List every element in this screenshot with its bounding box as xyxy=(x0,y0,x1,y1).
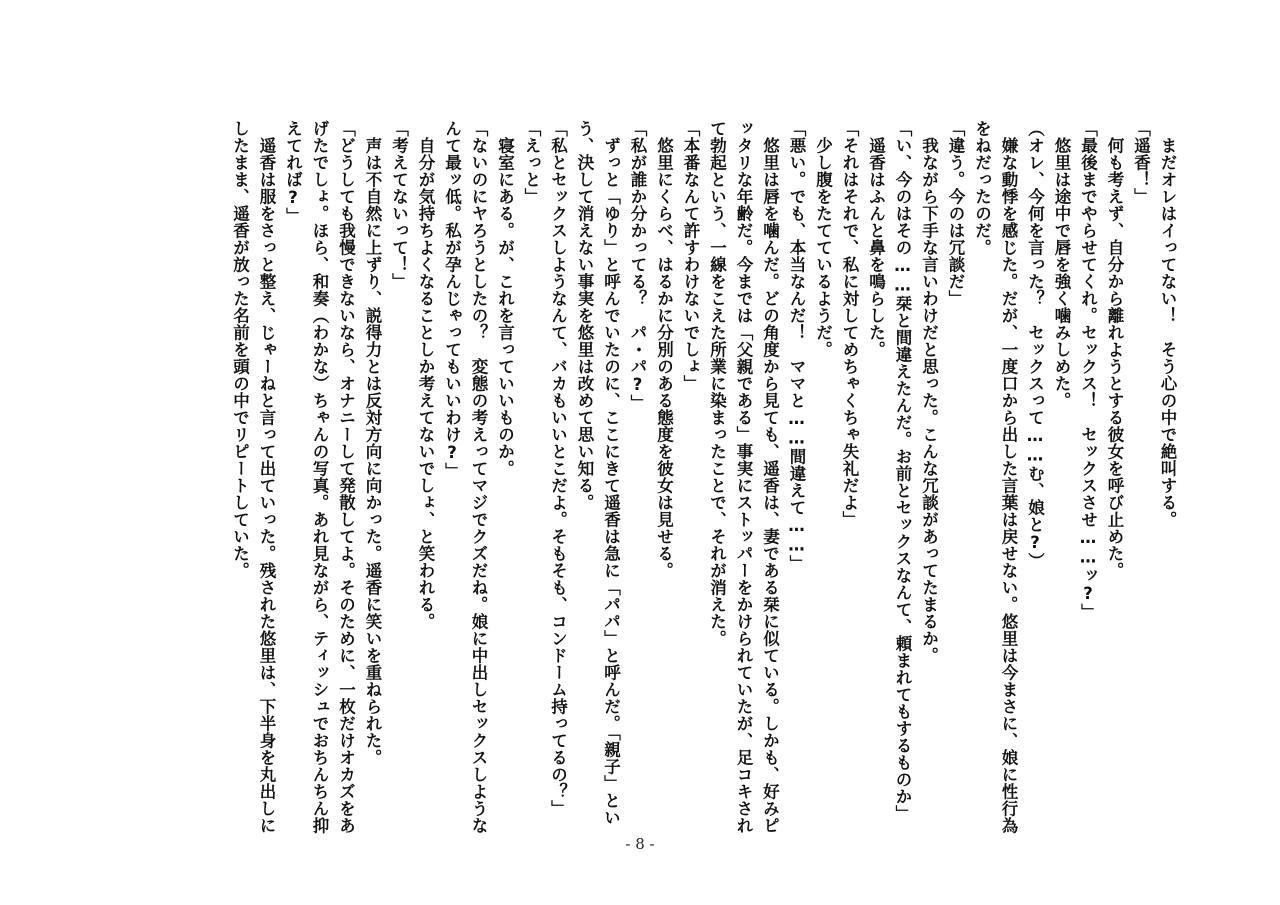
paragraph: 「悪い。でも、本当なんだ！ ママと……間違えて……」 xyxy=(787,120,806,572)
paragraph: 嫌な動悸を感じた。だが、一度口から出した言葉は戻せない。悠里は今まさに、娘に性行為をねだったのだ。 xyxy=(972,120,1018,834)
paragraph: 悠里は途中で唇を強く噛みしめた。 xyxy=(1052,120,1071,409)
paragraph: 「い、今のはその……栞と間違えたんだ。お前とセックスなんて、頼まれてもするものか」 xyxy=(893,120,912,822)
paragraph: 悠里にくらべ、はるかに分別のある態度を彼女は見せる。 xyxy=(654,120,674,579)
paragraph: （オレ、今何を言った？ セックスって……む、娘と?） xyxy=(1025,120,1045,570)
vertical-text-body xyxy=(100,120,1180,840)
page-number: - 8 - xyxy=(625,835,655,853)
paragraph: 少し腹をたてているようだ。 xyxy=(813,120,833,358)
paragraph: 悠里は唇を噛んだ。どの角度から見ても、遥香は、妻である栞に似ている。しかも、好みピッタリな年齢だ。今までは「父親である」事実にストッパーをかけられていたが、足コキされて勃起という、一線をこえた所業に染まったことで、それが消えた。 xyxy=(707,120,780,834)
paragraph: ずっと「ゆり」と呼んでいたのに、ここにきて遥香は急に「パパ」と呼んだ。「親子」という、決して消えない事実を悠里は改めて思い知る。 xyxy=(575,120,621,826)
paragraph: 自分が気持ちよくなることしか考えてないでしょ、と笑われる。 xyxy=(416,120,435,630)
paragraph: 「最後までやらせてくれ。セックス！ セックスさせ……ッ?」 xyxy=(1078,120,1098,621)
paragraph: 何も考えず、自分から離れようとする彼女を呼び止めた。 xyxy=(1105,120,1124,579)
paragraph: 「えっと」 xyxy=(522,120,541,205)
paragraph: 遥香は服をさっと整え、じゃーねと言って出ていった。残された悠里は、下半身を丸出しにしたまま、遥香が放った名前を頭の中でリピートしていた。 xyxy=(230,120,276,834)
paragraph: 「違う。今のは冗談だ」 xyxy=(946,120,965,307)
paragraph: 「考えてないって！」 xyxy=(389,120,409,290)
paragraph: 「どうしても我慢できないなら、オナニーして発散してよ。そのために、一枚だけオカズをあげたでしょ。ほら、和奏（わかな）ちゃんの写真。あれ見ながら、ティッシュでおちんちん抑えてれば?」 xyxy=(283,120,356,834)
paragraph: 「遥香！」 xyxy=(1131,120,1151,205)
paragraph: 我ながら下手な言いわけだと思った。こんな冗談があってたまるか。 xyxy=(919,120,939,664)
paragraph: 遥香はふんと鼻を鳴らした。 xyxy=(866,120,886,358)
paragraph: 「本番なんて許すわけないでしょ」 xyxy=(681,120,700,392)
paragraph: 声は不自然に上ずり、説得力とは反対方向に向かった。遥香に笑いを重ねられた。 xyxy=(363,120,382,766)
paragraph: 「私が誰か分かってる？ パ・パ?」 xyxy=(628,120,647,412)
paragraph: まだオレはイってない！ そう心の中で絶叫する。 xyxy=(1158,120,1177,528)
paragraph: 「それはそれで、私に対してめちゃくちゃ失礼だよ」 xyxy=(840,120,859,528)
paragraph: 「ないのにヤろうとしたの？ 変態の考えってマジでクズだね。娘に中出しセックスしようなんて最ッ低。私が孕んじゃってもいいわけ?」 xyxy=(442,120,488,834)
paragraph: 「私とセックスしようなんて、バカもいいとこだよ。そもそも、コンドーム持ってるの？」 xyxy=(548,120,568,817)
paragraph: 寝室にある。が、これを言っていいものか。 xyxy=(495,120,515,477)
